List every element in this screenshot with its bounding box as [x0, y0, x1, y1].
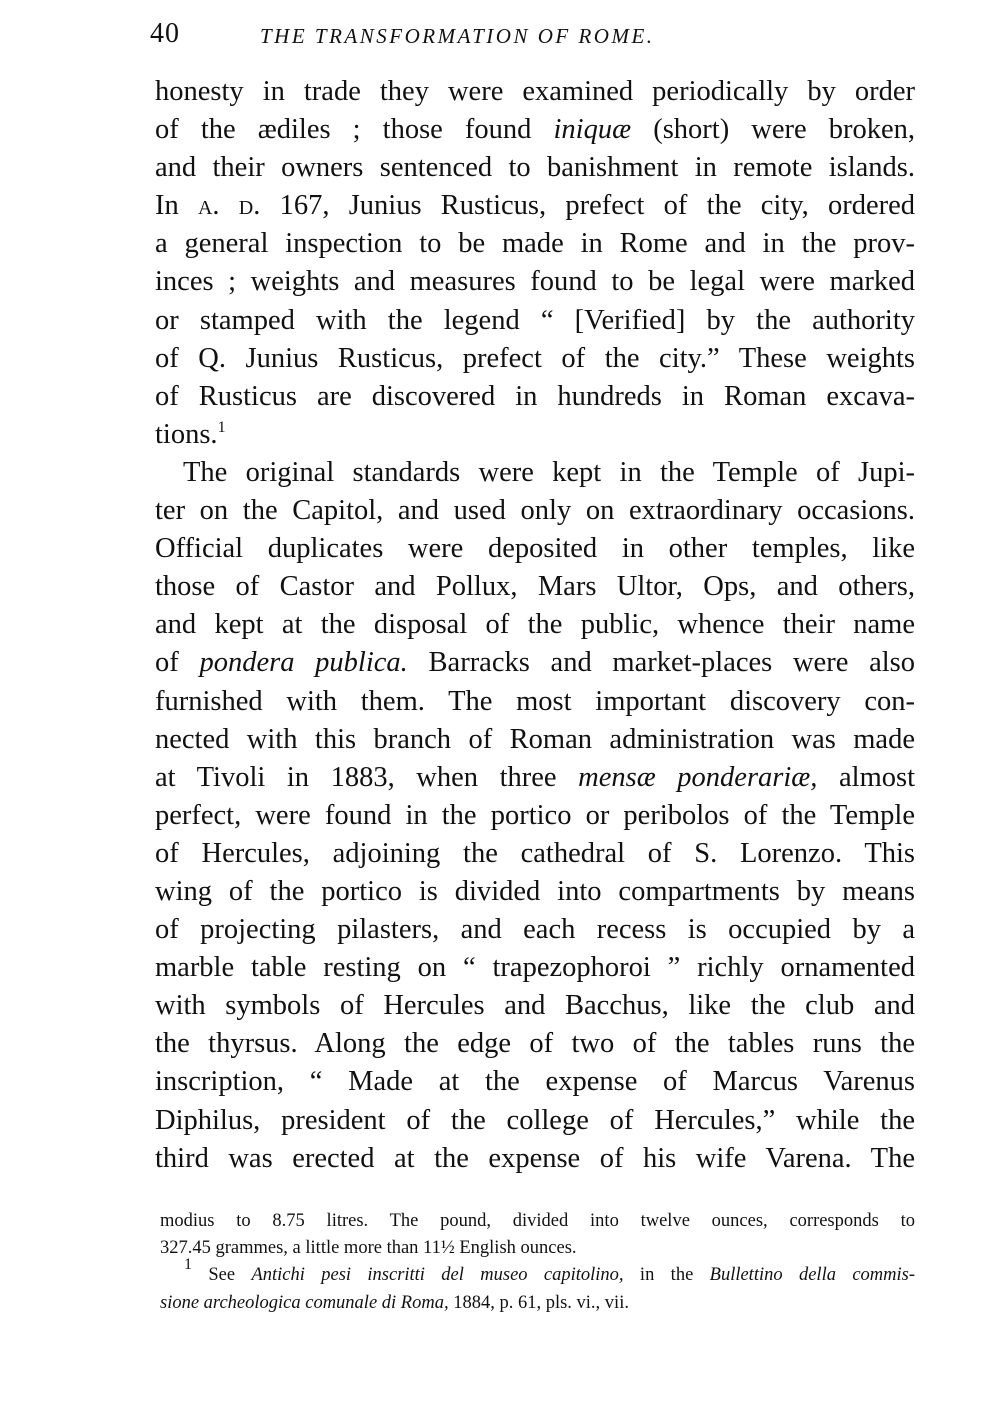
text-line: with symbols of Hercules and Bacchus, like the club and	[155, 990, 915, 1022]
text-line: ter on the Capitol, and used only on extraordinary occasions.	[155, 495, 915, 527]
page-number: 40	[150, 18, 180, 49]
text-line: at Tivoli in 1883, when three mensæ ponderariæ, almost	[155, 761, 916, 793]
footnotes	[160, 1208, 915, 1317]
text-line: perfect, were found in the portico or peribolos of the Temple	[155, 799, 915, 831]
era-abbreviation: a. d.	[197, 190, 261, 222]
text-line: In a. d. 167, Junius Rusticus, prefect of the city, ordered	[155, 190, 915, 222]
text-line: of projecting pilasters, and each recess is occupied by a	[155, 914, 915, 946]
text-line: marble table resting on “ trapezophoroi ” richly ornamented	[155, 952, 915, 984]
journal-title: Bullettino della commis-	[709, 1265, 915, 1286]
footnote-line: $^1$ See Antichi pesi inscritti del museo capitolino, in the Bullettino della commis-	[184, 1256, 915, 1286]
text-line: third was erected at the expense of his wife Varena. The	[155, 1142, 915, 1174]
text-line: and their owners sentenced to banishment in remote islands.	[155, 152, 915, 184]
text-line: Official duplicates were deposited in other temples, like	[155, 533, 915, 565]
latin-term: iniquæ	[553, 114, 632, 146]
text-line: the thyrsus. Along the edge of two of the tables runs the	[155, 1028, 915, 1060]
footnote-line: 327.45 grammes, a little more than 11½ English ounces.	[160, 1238, 577, 1259]
text-line: those of Castor and Pollux, Mars Ultor, Ops, and others,	[155, 571, 915, 603]
text-line: tions.$^1$	[155, 418, 226, 450]
text-line: of the ædiles ; those found iniquæ (short) were broken,	[155, 114, 915, 146]
running-title: THE TRANSFORMATION OF ROME.	[260, 24, 655, 48]
footnote-line: sione archeologica comunale di Roma, 1884, p. 61, pls. vi., vii.	[160, 1292, 629, 1313]
text-line: and kept at the disposal of the public, whence their name	[155, 609, 915, 641]
text-line: furnished with them. The most important discovery con-	[155, 685, 915, 717]
paragraph-start-line: The original standards were kept in the Temple of Jupi-	[183, 456, 915, 488]
text-line: of Rusticus are discovered in hundreds in Roman excava-	[155, 380, 915, 412]
latin-term: pondera publica.	[199, 647, 408, 679]
journal-title: sione archeologica comunale di Roma,	[160, 1292, 449, 1313]
text-line: honesty in trade they were examined periodically by order	[155, 76, 915, 107]
body-text	[155, 73, 915, 1178]
text-line: Diphilus, president of the college of Hercules,” while the	[155, 1104, 915, 1136]
text-line: of Hercules, adjoining the cathedral of S. Lorenzo. This	[155, 837, 915, 869]
footnote-line: modius to 8.75 litres. The pound, divided into twelve ounces, corresponds to	[160, 1211, 915, 1231]
text-line: or stamped with the legend “ [Verified] by the authority	[155, 304, 915, 336]
footnote-number: 1	[184, 1256, 192, 1274]
latin-term: mensæ ponderariæ,	[578, 761, 818, 793]
page-header	[150, 18, 910, 58]
citation-title: Antichi pesi inscritti del museo capitolino,	[251, 1265, 624, 1286]
text-line: inscription, “ Made at the expense of Marcus Varenus	[155, 1066, 915, 1098]
text-line: of Q. Junius Rusticus, prefect of the city.” These weights	[155, 342, 915, 374]
text-line: nected with this branch of Roman administration was made	[155, 723, 915, 755]
footnote-marker: 1	[217, 418, 226, 436]
text-line: a general inspection to be made in Rome and in the prov-	[155, 228, 915, 260]
text-line: of pondera publica. Barracks and market-places were also	[155, 647, 915, 679]
text-line: inces ; weights and measures found to be legal were marked	[155, 266, 915, 298]
text-line: wing of the portico is divided into compartments by means	[155, 875, 915, 907]
